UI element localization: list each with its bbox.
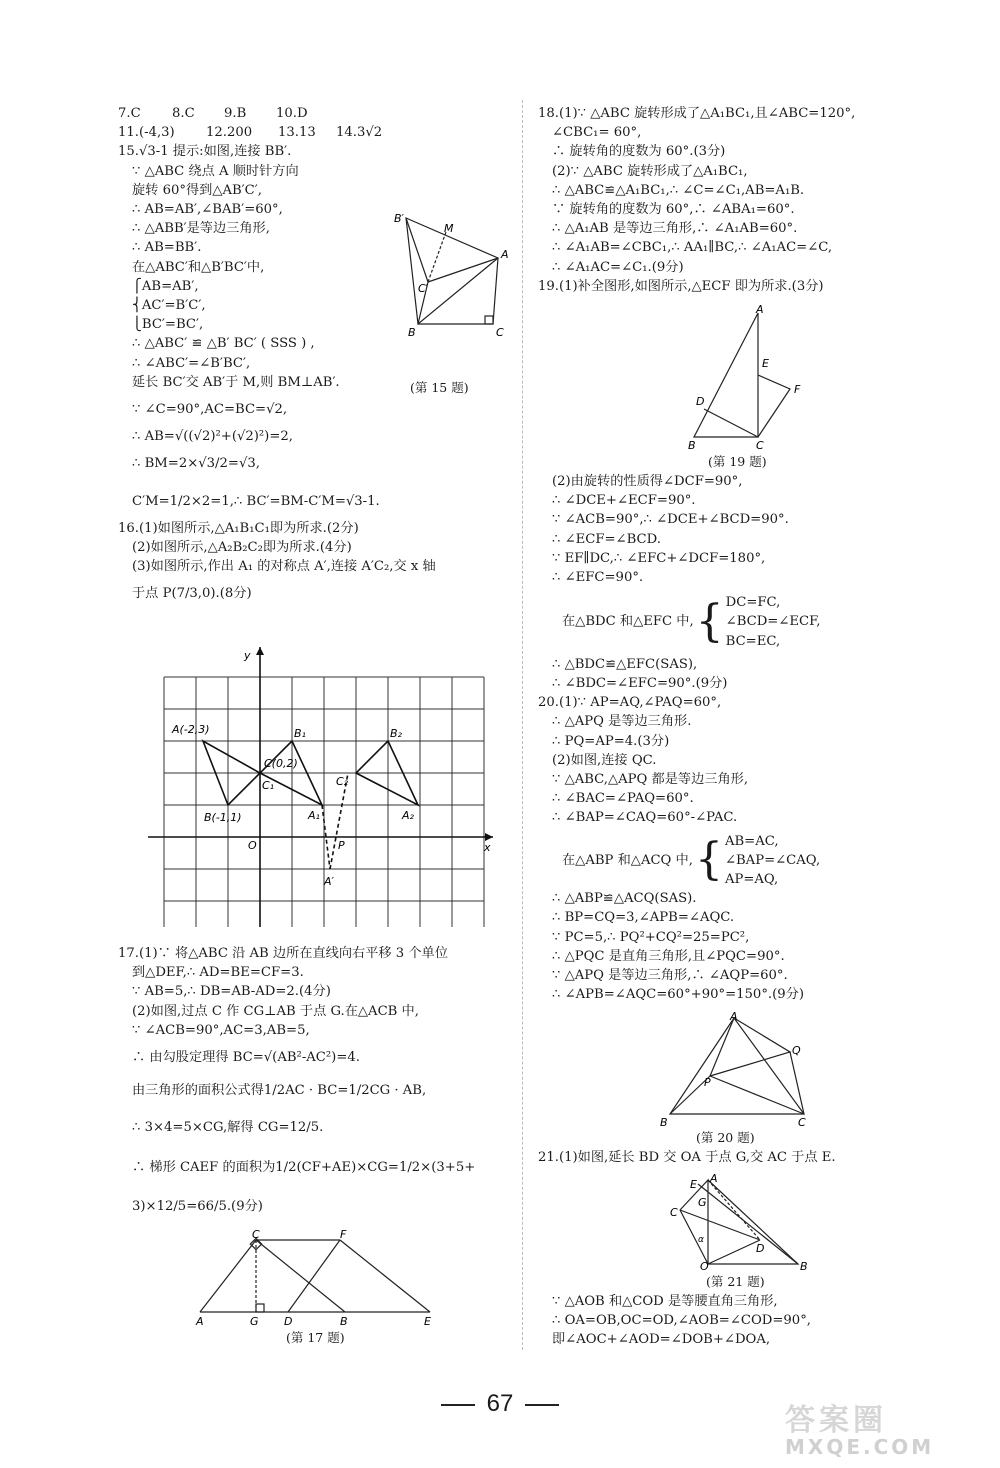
q18-line: ∠CBC₁= 60°,	[552, 125, 642, 141]
q20-line: ∴ △APQ 是等边三角形.	[552, 714, 692, 730]
x-axis-arrow	[485, 833, 493, 841]
q19-line: ∴ ∠ECF=∠BCD.	[552, 531, 661, 547]
answer-11: 11.(-4,3)	[118, 125, 175, 141]
q20-line: (2)如图,连接 QC.	[552, 752, 657, 768]
grid-label: C₁	[262, 779, 275, 792]
q18-line: ∵ 旋转角的度数为 60°,∴ ∠ABA₁=60°.	[552, 202, 795, 218]
q18-line: 18.(1)∵ △ABC 旋转形成了△A₁BC₁,且∠ABC=120°,	[538, 106, 856, 121]
grid-label: B₁	[294, 727, 306, 740]
fig21-tri-coa	[680, 1180, 708, 1264]
grid-label: C(0,2)	[264, 757, 298, 770]
brace: {	[694, 834, 723, 886]
q16-line: (3)如图所示,作出 A₁ 的对称点 A′,连接 A′C₂,交 x 轴	[132, 559, 436, 575]
fig20-label: Q	[792, 1044, 801, 1057]
q19-line: ∵ EF∥DC,∴ ∠EFC+∠DCF=180°,	[552, 550, 766, 566]
fig21-ad-dashed	[708, 1180, 760, 1240]
grid-label: A₂	[402, 809, 414, 822]
q19-system-line: BC=EC,	[725, 633, 781, 649]
fig21-label: B	[800, 1260, 808, 1272]
q20-system-line: AB=AC,	[724, 833, 779, 849]
q17-block	[118, 944, 510, 1216]
grid-label: C₂	[336, 775, 349, 788]
answer-7: 7.C	[118, 106, 141, 121]
q19-system-line: ∠BCD=∠ECF,	[725, 614, 821, 630]
q21-line: 即∠AOC+∠AOD=∠DOB+∠DOA,	[552, 1332, 771, 1348]
q15-line: ⎨AC′=B′C′,	[132, 298, 206, 314]
grid-label: B₂	[390, 727, 402, 740]
q19-system-lines	[726, 593, 821, 651]
answer-14: 14.3√2	[336, 125, 383, 141]
y-axis-arrow	[256, 647, 264, 655]
q19-line: ∴ ∠EFC=90°.	[552, 570, 644, 586]
fig20-tri-abc	[670, 1018, 804, 1114]
answer-row-1	[118, 104, 510, 123]
q16-line: (2)如图所示,△A₂B₂C₂即为所求.(4分)	[132, 540, 352, 556]
column-divider	[522, 100, 523, 1350]
q15-line: ∴ △ABB′是等边三角形,	[132, 221, 270, 237]
q20-line: ∴ △PQC 是直角三角形,且∠PQC=90°.	[552, 948, 785, 964]
q15-line: ∵ △ABC 绕点 A 顺时针方向	[132, 163, 299, 179]
fig19-label: D	[696, 395, 705, 408]
q19-block	[538, 472, 918, 1004]
fig15-ac-line	[428, 258, 498, 282]
fig17-right-angle-g	[256, 1304, 264, 1312]
fig20-label: B	[660, 1116, 668, 1129]
q20-system-line: ∠BAP=∠CAQ,	[724, 852, 821, 868]
q17-line: ∴ 3×4=5×CG,解得 CG=12/5.	[132, 1120, 324, 1136]
q17-line: ∴ 由勾股定理得 BC=√(AB²-AC²)=4.	[132, 1050, 360, 1066]
fig21-cd	[680, 1210, 760, 1240]
fig21-label: E	[690, 1178, 697, 1191]
grid-label: A′	[324, 875, 335, 888]
fig15-label: M	[444, 222, 454, 235]
q18-line: ∴ △ABC≌△A₁BC₁,∴ ∠C=∠C₁,AB=A₁B.	[552, 182, 805, 198]
q17-line: 到△DEF,∴ AD=BE=CF=3.	[132, 965, 304, 981]
fig19-tri-abc	[694, 313, 758, 437]
fig21-tri-aob	[708, 1180, 798, 1264]
fig21-label: C	[670, 1206, 678, 1219]
grid-label: B(-1,1)	[204, 811, 242, 824]
q19-line: ∴ △BDC≌△EFC(SAS),	[552, 656, 698, 672]
fig17-label: D	[284, 1315, 293, 1328]
q21-body	[538, 1292, 918, 1350]
q15-line: ∴ AB=AB′,∠BAB′=60°,	[132, 202, 283, 218]
q15-line: ⎩BC′=BC′,	[132, 317, 204, 333]
fig20-label: P	[704, 1076, 711, 1089]
grid-label: O	[248, 839, 257, 852]
q20-system-lines	[725, 832, 820, 890]
figure-20-caption: (第 20 题)	[696, 1130, 755, 1145]
brace: {	[695, 596, 724, 648]
fig15-label: C′	[418, 282, 429, 295]
q17-line: ∵ AB=5,∴ DB=AB-AD=2.(4分)	[132, 984, 331, 1000]
fig15-dashed	[428, 232, 446, 282]
q15-line: ∵ ∠C=90°,AC=BC=√2,	[132, 402, 288, 418]
figure-19-caption: (第 19 题)	[708, 454, 767, 469]
q15-line: ∴ AB=√((√2)²+(√2)²)=2,	[132, 429, 293, 445]
fig17-label: G	[250, 1315, 259, 1328]
figure-20	[654, 1012, 814, 1132]
figure-15	[388, 212, 520, 382]
answer-9: 9.B	[224, 106, 247, 121]
q20-system-prefix: 在△ABP 和△ACQ 中,	[562, 852, 693, 868]
fig21-label: D	[756, 1242, 765, 1255]
q19-system-prefix: 在△BDC 和△EFC 中,	[562, 614, 694, 630]
q15-line: ∴ BM=2×√3/2=√3,	[132, 456, 260, 472]
answer-8: 8.C	[172, 106, 195, 121]
fig19-label: F	[794, 383, 801, 396]
q20-system-line: AP=AQ,	[724, 872, 779, 888]
right-column	[538, 104, 918, 296]
q15-line: C′M=1/2×2=1,∴ BC′=BM-C′M=√3-1.	[132, 493, 380, 509]
q15-line: 在△ABC′和△B′BC′中,	[132, 259, 265, 275]
figure-17-caption: (第 17 题)	[286, 1330, 345, 1345]
watermark	[785, 1395, 985, 1465]
q20-line: ∴ △ABP≌△ACQ(SAS).	[552, 891, 697, 907]
page-number-text: 67	[486, 1390, 514, 1417]
fig15-right-angle	[485, 316, 493, 324]
fig21-label: O	[700, 1260, 709, 1272]
q20-system	[538, 832, 918, 890]
q18-line: ∴ ∠A₁AC=∠C₁.(9分)	[552, 259, 684, 275]
fig15-label: B′	[394, 212, 405, 225]
q21-line: ∵ △AOB 和△COD 是等腰直角三角形,	[552, 1294, 778, 1309]
figure-17	[190, 1228, 440, 1328]
q15-line: ∴ AB=BB′.	[132, 240, 202, 256]
fig17-fe	[340, 1240, 430, 1312]
q18-line: (2)∵ △ABC 旋转形成了△A₁BC₁,	[552, 163, 748, 179]
fig21-be	[698, 1184, 798, 1264]
q20-line: ∴ ∠BAC=∠PAQ=60°.	[552, 791, 694, 807]
answer-12: 12.200	[206, 125, 253, 141]
q17-line: 3)×12/5=66/5.(9分)	[132, 1198, 263, 1214]
q15-line: 15.√3-1 提示:如图,连接 BB′.	[118, 144, 292, 160]
page-number-dash-left	[441, 1404, 475, 1406]
page-number-dash-right	[525, 1404, 559, 1406]
q16-line: 16.(1)如图所示,△A₁B₁C₁即为所求.(2分)	[118, 520, 359, 536]
q15-line: 旋转 60°得到△AB′C′,	[132, 182, 262, 198]
figure-19	[682, 305, 812, 455]
fig20-tri-apq	[710, 1018, 790, 1076]
q18-line: ∴ △A₁AB 是等边三角形,∴ ∠A₁AB=60°.	[552, 221, 798, 237]
fig17-label: C	[252, 1228, 260, 1241]
answer-row-2	[118, 123, 510, 142]
fig15-label: C	[496, 326, 504, 339]
fig21-od	[708, 1240, 760, 1264]
fig21-label: α	[698, 1235, 704, 1245]
fig17-label: B	[340, 1315, 348, 1328]
fig15-label: B	[408, 326, 416, 339]
fig15-label: A	[501, 248, 509, 261]
grid-label: x	[484, 841, 491, 854]
grid-label: A(-2,3)	[172, 723, 210, 736]
answer-10: 10.D	[276, 106, 308, 121]
q21-block	[538, 1148, 918, 1167]
q21-line: ∴ OA=OB,OC=OD,∠AOB=∠COD=90°,	[552, 1313, 811, 1329]
q20-line: ∴ PQ=AP=4.(3分)	[552, 733, 670, 749]
watermark-url: MXQE.COM	[785, 1435, 935, 1459]
q15-line: 延长 BC′交 AB′于 M,则 BM⊥AB′.	[132, 374, 340, 390]
fig17-label: F	[340, 1228, 347, 1241]
q19-line: (2)由旋转的性质得∠DCF=90°,	[552, 474, 743, 489]
figure-15-caption: (第 15 题)	[410, 380, 469, 395]
fig17-label: E	[424, 1315, 431, 1328]
q19-line: ∴ ∠BDC=∠EFC=90°.(9分)	[552, 676, 728, 692]
q17-line: (2)如图,过点 C 作 CG⊥AB 于点 G.在△ACB 中,	[132, 1003, 419, 1019]
fig19-label: A	[756, 305, 764, 316]
fig17-ca	[200, 1240, 256, 1312]
q19-system	[538, 593, 918, 651]
q16-block	[118, 519, 510, 604]
q17-line: ∵ ∠ACB=90°,AC=3,AB=5,	[132, 1022, 310, 1038]
q19-line: ∴ ∠DCE+∠ECF=90°.	[552, 493, 696, 509]
q20-line: ∵ PC=5,∴ PQ²+CQ²=25=PC²,	[552, 929, 750, 945]
q18-line: ∴ 旋转角的度数为 60°.(3分)	[552, 144, 726, 160]
q19-line: 19.(1)补全图形,如图所示,△ECF 即为所求.(3分)	[538, 278, 824, 294]
figure-16-grid	[148, 645, 498, 935]
fig21-label: G	[698, 1196, 707, 1209]
answer-13: 13.13	[278, 125, 316, 141]
q17-line: 17.(1)∵ 将△ABC 沿 AB 边所在直线向右平移 3 个单位	[118, 946, 448, 961]
q21-line: 21.(1)如图,延长 BD 交 OA 于点 G,交 AC 于点 E.	[538, 1150, 836, 1165]
fig19-label: E	[762, 357, 769, 370]
fig21-label: A	[710, 1174, 718, 1185]
q18-line: ∴ ∠A₁AB=∠CBC₁,∴ AA₁∥BC,∴ ∠A₁AC=∠C,	[552, 240, 833, 256]
fig19-label: B	[688, 439, 696, 452]
q20-line: ∴ ∠APB=∠AQC=60°+90°=150°.(9分)	[552, 987, 804, 1003]
q16-line: 于点 P(7/3,0).(8分)	[132, 586, 252, 602]
q19-system-line: DC=FC,	[725, 595, 781, 611]
fig20-label: C	[798, 1116, 806, 1129]
grid-label: A₁	[308, 809, 320, 822]
q17-line: ∴ 梯形 CAEF 的面积为1/2(CF+AE)×CG=1/2×(3+5+	[132, 1159, 476, 1175]
figure-21-caption: (第 21 题)	[706, 1274, 765, 1289]
q20-line: ∵ △ABC,△APQ 都是等边三角形,	[552, 772, 749, 788]
grid-label: y	[244, 649, 251, 662]
q20-line: ∵ △APQ 是等边三角形,∴ ∠AQP=60°.	[552, 968, 788, 984]
fig19-dc	[704, 409, 758, 437]
fig19-efc	[758, 375, 790, 437]
fig20-label: A	[730, 1012, 738, 1023]
q15-line: ∴ ∠ABC′=∠B′BC′,	[132, 355, 251, 371]
fig17-label: A	[196, 1315, 204, 1328]
q20-line: ∴ ∠BAP=∠CAQ=60°-∠PAC.	[552, 810, 738, 826]
q20-line: 20.(1)∵ AP=AQ,∠PAQ=60°,	[538, 695, 722, 711]
q15-line: ∴ △ABC′ ≌ △B′ BC′ ( SSS ) ,	[132, 336, 315, 352]
q20-line: ∴ BP=CQ=3,∠APB=∠AQC.	[552, 910, 735, 926]
figure-21	[668, 1174, 818, 1272]
q15-line: ⎧AB=AB′,	[132, 278, 199, 294]
q17-line: 由三角形的面积公式得1/2AC · BC=1/2CG · AB,	[132, 1083, 427, 1099]
fig19-label: C	[756, 439, 764, 452]
grid-label: P	[338, 839, 345, 852]
q19-line: ∵ ∠ACB=90°,∴ ∠DCE+∠BCD=90°.	[552, 512, 789, 528]
watermark-title: 答案圈	[785, 1403, 887, 1438]
